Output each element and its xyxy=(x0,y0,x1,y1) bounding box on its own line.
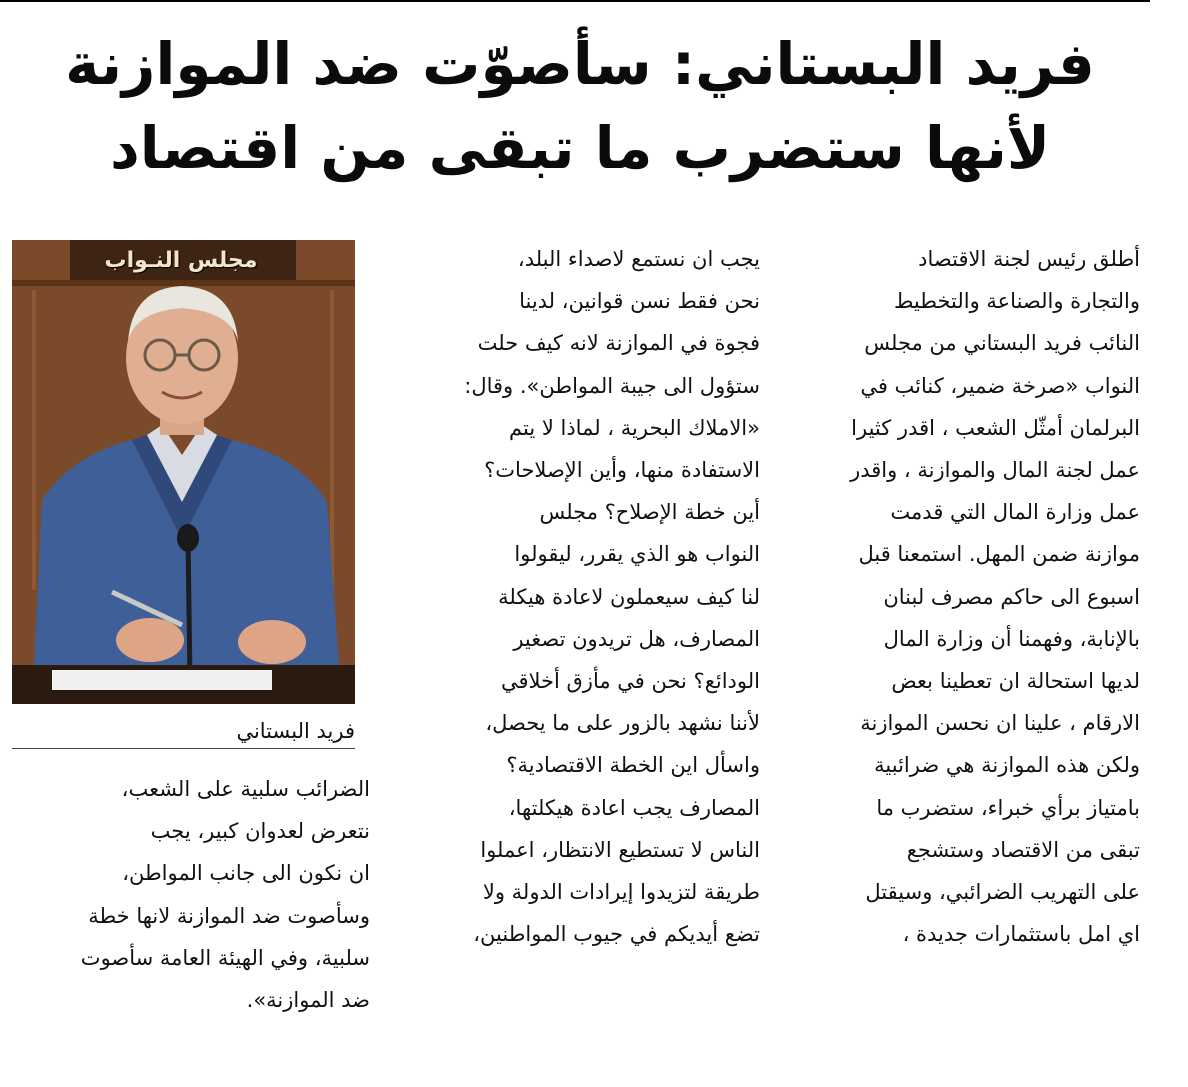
headline xyxy=(40,22,1120,190)
article-column-middle xyxy=(400,238,760,955)
text-line: تضع أيديكم في جيوب المواطنين، xyxy=(473,922,760,947)
text-line: الاستفادة منها، وأين الإصلاحات؟ xyxy=(484,458,760,483)
text-line: ستؤول الى جيبة المواطن». وقال: xyxy=(464,373,760,398)
text-line: تبقى من الاقتصاد وستشجع xyxy=(906,837,1140,862)
text-line: النائب فريد البستاني من مجلس xyxy=(864,331,1140,356)
text-line: لديها استحالة ان تعطينا بعض xyxy=(891,669,1140,694)
text-line: لنا كيف سيعملون لاعادة هيكلة xyxy=(498,584,760,609)
text-line: ان نكون الى جانب المواطن، xyxy=(122,861,370,886)
headline-line-2: لأنها ستضرب ما تبقى من اقتصاد xyxy=(109,114,1051,182)
text-line: الارقام ، علينا ان نحسن الموازنة xyxy=(860,711,1140,736)
text-line: عمل وزارة المال التي قدمت xyxy=(890,500,1140,525)
text-line: والتجارة والصناعة والتخطيط xyxy=(893,289,1140,314)
text-line: أين خطة الإصلاح؟ مجلس xyxy=(539,500,760,525)
text-line: المصارف، هل تريدون تصغير xyxy=(513,626,760,651)
text-line: واسأل اين الخطة الاقتصادية؟ xyxy=(506,753,760,778)
text-line: سلبية، وفي الهيئة العامة سأصوت xyxy=(80,945,370,970)
text-line: وسأصوت ضد الموازنة لانها خطة xyxy=(88,903,370,928)
portrait-photo xyxy=(12,240,355,704)
text-line: عمل لجنة المال والموازنة ، واقدر xyxy=(850,458,1140,483)
text-line: موازنة ضمن المهل. استمعنا قبل xyxy=(858,542,1140,567)
text-line: المصارف يجب اعادة هيكلتها، xyxy=(508,795,760,820)
parliament-sign: مجلس النـواب xyxy=(104,248,258,273)
text-line: يجب ان نستمع لاصداء البلد، xyxy=(517,247,760,271)
text-line: الودائع؟ نحن في مأزق أخلاقي xyxy=(500,669,760,694)
article-column-right xyxy=(792,238,1140,955)
text-line: بامتياز برأي خبراء، ستضرب ما xyxy=(876,795,1140,820)
text-line: «الاملاك البحرية ، لماذا لا يتم xyxy=(509,415,760,440)
text-line: البرلمان أمثّل الشعب ، اقدر كثيرا xyxy=(851,415,1140,440)
text-line: ضد الموازنة». xyxy=(246,988,370,1013)
text-line: النواب هو الذي يقرر، ليقولوا xyxy=(514,542,760,567)
top-rule xyxy=(0,0,1150,2)
text-line: نحن فقط نسن قوانين، لدينا xyxy=(519,289,760,314)
text-line: فجوة في الموازنة لانه كيف حلت xyxy=(477,331,760,356)
text-line: طريقة لتزيدوا إيرادات الدولة ولا xyxy=(482,880,760,905)
text-line: الضرائب سلبية على الشعب، xyxy=(121,777,370,801)
text-line: نتعرض لعدوان كبير، يجب xyxy=(150,819,370,844)
portrait-illustration xyxy=(12,240,355,704)
text-line: بالإنابة، وفهمنا أن وزارة المال xyxy=(883,626,1140,651)
text-line: النواب «صرخة ضمير، كنائب في xyxy=(860,373,1140,398)
text-line: اي امل باستثمارات جديدة ، xyxy=(902,922,1140,947)
text-line: لأننا نشهد بالزور على ما يحصل، xyxy=(485,711,760,736)
text-line: اسبوع الى حاكم مصرف لبنان xyxy=(883,584,1140,609)
text-line: على التهريب الضرائبي، وسيقتل xyxy=(865,880,1140,905)
headline-line-1: فريد البستاني: سأصوّت ضد الموازنة xyxy=(65,30,1095,98)
text-line: أطلق رئيس لجنة الاقتصاد xyxy=(918,247,1140,271)
article-column-left xyxy=(12,768,370,1021)
text-line: ولكن هذه الموازنة هي ضرائبية xyxy=(874,753,1140,778)
photo-caption: فريد البستاني xyxy=(12,714,355,749)
text-line: الناس لا تستطيع الانتظار، اعملوا xyxy=(480,837,760,862)
